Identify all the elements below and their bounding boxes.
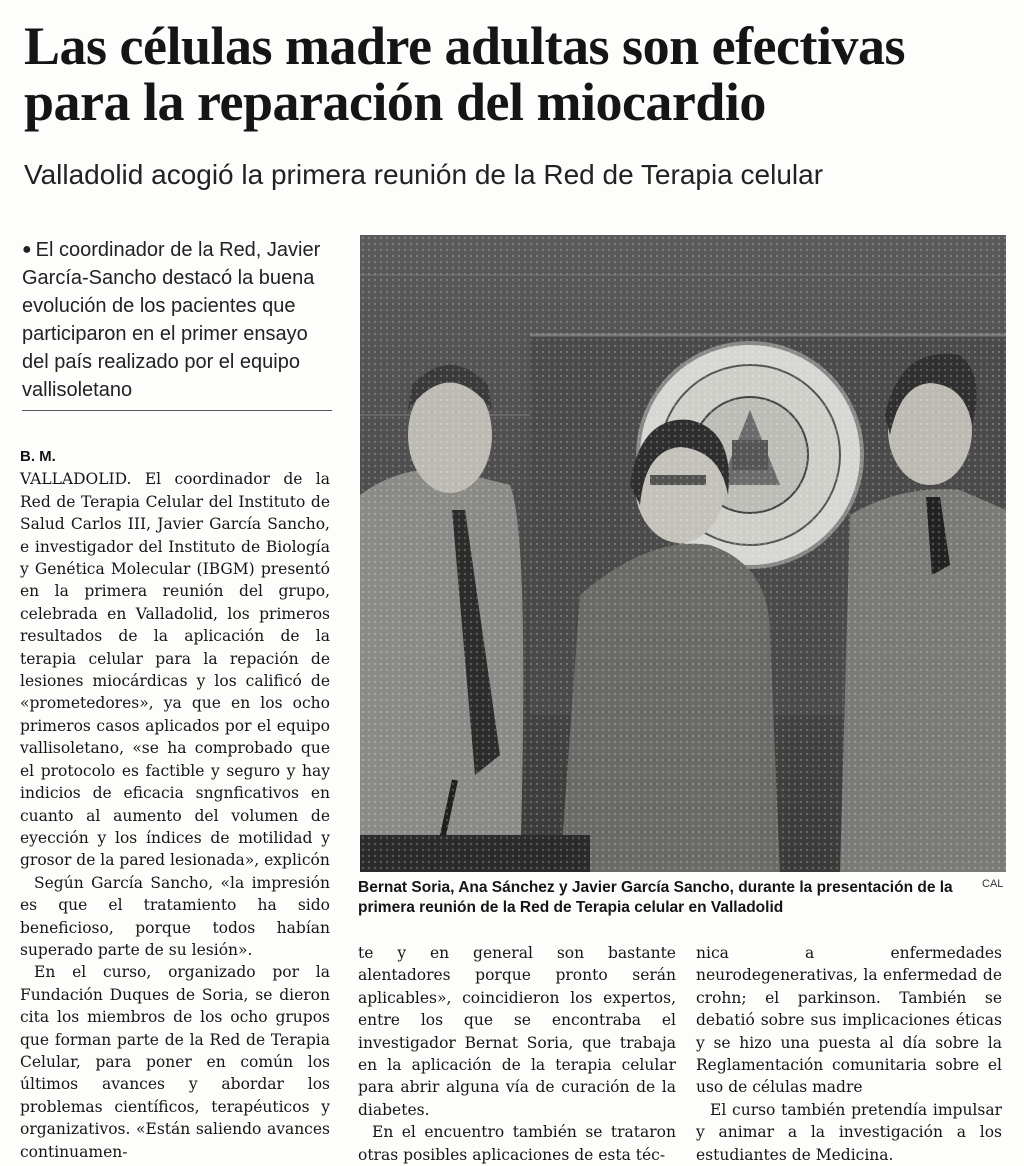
- byline: B. M.: [20, 448, 56, 465]
- paragraph: En el curso, organizado por la Fundación Duques de Soria, se dieron cita los miembros de los ocho grupos que forman parte de la Red de Terapia Celular, para poner en común los últimos avances y abordar los problemas científicos, terapéuticos y organizativos. «Están saliendo avances continuamen-: [20, 963, 330, 1161]
- article-column-2: [358, 942, 676, 1166]
- headline: Las células madre adultas son efectivas para la reparación del miocardio: [24, 16, 905, 132]
- paragraph: nica a enfermedades neurodegenerativas, la enfermedad de crohn; el parkinson. También se debatió sobre sus implicaciones éticas y se hizo una puesta al día sobre la Reglamentación comunitaria sobre el uso de células madre: [696, 944, 1002, 1097]
- highlight-text: El coordinador de la Red, Javier García-Sancho destacó la buena evolución de los pacientes que participaron en el primer ensayo del país realizado por el equipo vallisoletano: [22, 239, 321, 401]
- paragraph: VALLADOLID. El coordinador de la Red de Terapia Celular del Instituto de Salud Carlos III, Javier García Sancho, e investigador del Instituto de Biología y Genética Molecular (IBGM) presentó en la primera reunión del grupo, celebrada en Valladolid, los primeros resultados de la aplicación de la terapia celular para la repación de lesiones miocárdicas y los calificó de «prometedores», ya que en los ocho primeros casos aplicados por el equipo vallisoletano, «se ha comprobado que el protocolo es factible y seguro y hay indicios de eficacia sngnficativos en cuanto al aumento del volumen de eyección y los índices de motilidad y grosor de la pared lesionada», explicón: [20, 470, 330, 870]
- highlight-box: [22, 236, 332, 404]
- article-column-3: [696, 942, 1002, 1166]
- bullet-icon: ●: [22, 241, 32, 258]
- photo-credit: CAL: [982, 878, 1004, 890]
- paragraph: Según García Sancho, «la impresión es que el tratamiento ha sido beneficioso, porque todos habían superado parte de su lesión».: [20, 873, 330, 959]
- paragraph: En el encuentro también se trataron otras posibles aplicaciones de esta téc-: [358, 1123, 676, 1164]
- photo-caption: Bernat Soria, Ana Sánchez y Javier García Sancho, durante la presentación de la primera reunión de la Red de Terapia celular en Valladolid: [358, 879, 953, 916]
- subheadline: Valladolid acogió la primera reunión de la Red de Terapia celular: [24, 159, 824, 190]
- news-photo: [360, 235, 1006, 872]
- paragraph: te y en general son bastante alentadores porque pronto serán aplicables», coincidieron los expertos, entre los que se encontraba el investigador Bernat Soria, que trabaja en la aplicación de la terapia celular para abrir alguna vía de curación de la diabetes.: [358, 944, 676, 1119]
- paragraph: El curso también pretendía impulsar y animar a la investigación a los estudiantes de Medicina.: [696, 1100, 1002, 1164]
- divider: [22, 410, 332, 411]
- article-column-1: [20, 446, 330, 1163]
